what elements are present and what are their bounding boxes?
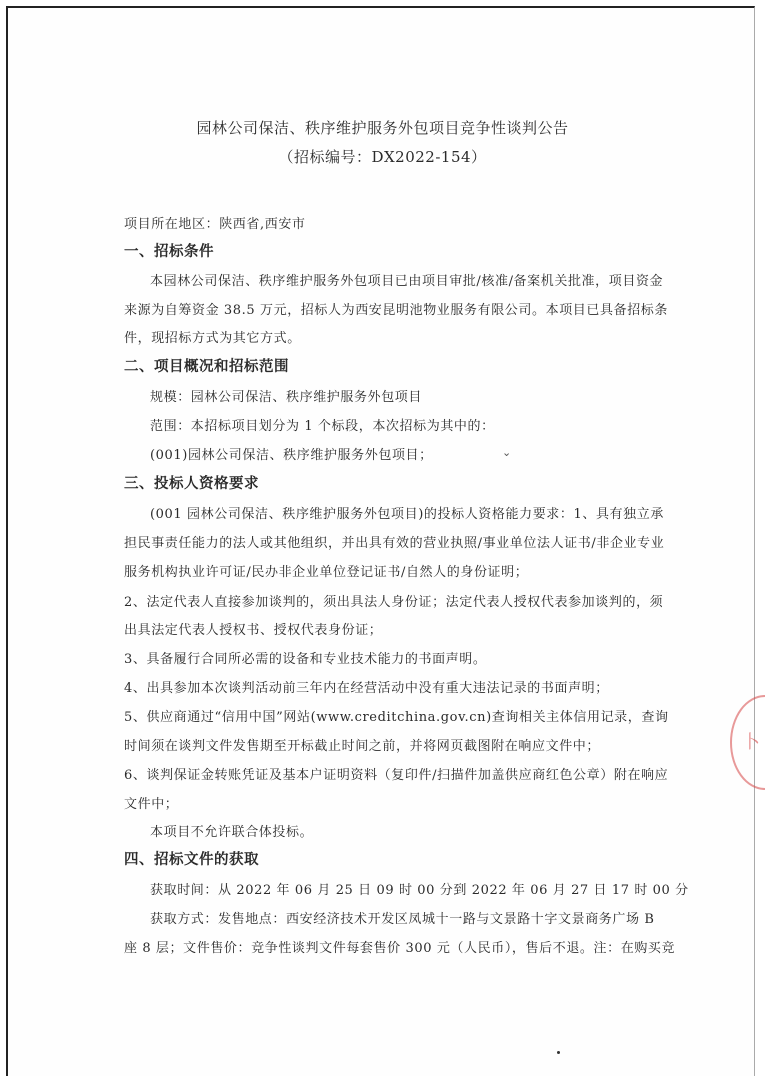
paragraph-line: 6、谈判保证金转账凭证及基本户证明资料（复印件/扫描件加盖供应商红色公章）附在响应 (124, 768, 669, 783)
seal-mark-icon: 卜 (742, 732, 760, 753)
paragraph-line: (001 园林公司保洁、秩序维护服务外包项目)的投标人资格能力要求：1、具有独立承 (150, 507, 664, 522)
paragraph-line: 4、出具参加本次谈判活动前三年内在经营活动中没有重大违法记录的书面声明； (124, 681, 609, 696)
paragraph-line: 担民事责任能力的法人或其他组织，并出具有效的营业执照/事业单位法人证书/非企业专业 (124, 536, 665, 551)
project-location: 项目所在地区：陕西省,西安市 (124, 217, 306, 232)
paragraph-line: 时间须在谈判文件发售期至开标截止时间之前，并将网页截图附在响应文件中； (124, 739, 601, 754)
section-heading-4: 四、招标文件的获取 (124, 852, 259, 868)
paragraph-line: 获取方式：发售地点：西安经济技术开发区凤城十一路与文景路十字文景商务广场 B (150, 912, 655, 927)
section-heading-2: 二、项目概况和招标范围 (124, 359, 289, 375)
check-mark-icon: ⌄ (502, 446, 512, 459)
paragraph-line: 服务机构执业许可证/民办非企业单位登记证书/自然人的身份证明； (124, 565, 529, 580)
paragraph-line: 来源为自筹资金 38.5 万元，招标人为西安昆明池物业服务有限公司。本项目已具备招标条 (124, 303, 669, 318)
paragraph-line: (001)园林公司保洁、秩序维护服务外包项目； (150, 448, 433, 463)
paragraph-line: 5、供应商通过“信用中国”网站(www.creditchina.gov.cn)查询相关主体信用记录，查询 (124, 710, 669, 725)
paragraph-line: 件，现招标方式为其它方式。 (124, 331, 301, 346)
paragraph-line: 本园林公司保洁、秩序维护服务外包项目已由项目审批/核准/备案机关批准，项目资金 (150, 274, 664, 289)
section-heading-1: 一、招标条件 (124, 244, 214, 260)
paragraph-line: 规模：园林公司保洁、秩序维护服务外包项目 (150, 390, 423, 405)
paragraph-line: 获取时间：从 2022 年 06 月 25 日 09 时 00 分到 2022 年 06 月 27 日 17 时 00 分 (150, 883, 689, 898)
page-dot (557, 1051, 560, 1054)
paragraph-line: 本项目不允许联合体投标。 (150, 825, 314, 840)
paragraph-line: 3、具备履行合同所必需的设备和专业技术能力的书面声明。 (124, 652, 487, 667)
paragraph-line: 范围：本招标项目划分为 1 个标段，本次招标为其中的： (150, 419, 495, 434)
paragraph-line: 2、法定代表人直接参加谈判的，须出具法人身份证；法定代表人授权代表参加谈判的，须 (124, 595, 664, 610)
document-title: 园林公司保洁、秩序维护服务外包项目竞争性谈判公告 (196, 119, 569, 137)
paragraph-line: 座 8 层；文件售价：竞争性谈判文件每套售价 300 元（人民币），售后不退。注：在购买竞 (124, 941, 676, 956)
section-heading-3: 三、投标人资格要求 (124, 476, 259, 492)
tender-number: （招标编号：DX2022-154） (278, 148, 487, 166)
paragraph-line: 出具法定代表人授权书、授权代表身份证； (124, 623, 383, 638)
paragraph-line: 文件中； (124, 797, 179, 812)
